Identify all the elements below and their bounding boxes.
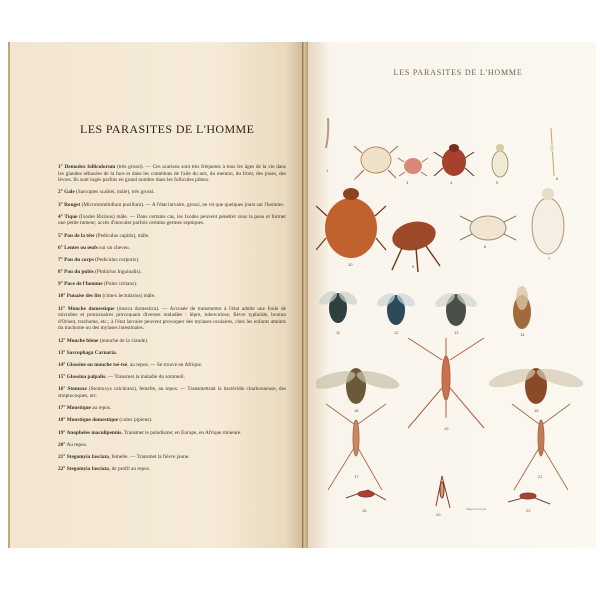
moustique-illustration: [408, 338, 484, 428]
parasite-entry-text: (Pediculus capitis), mâle.: [94, 232, 150, 239]
tique-illustration: [434, 144, 474, 176]
parasite-entry: [58, 338, 286, 345]
svg-text:3: 3: [406, 180, 409, 185]
parasite-entry-text: au repos.: [90, 405, 112, 412]
pou-tete-illustration: [492, 144, 508, 177]
svg-text:17: 17: [354, 474, 359, 479]
svg-text:21: 21: [538, 474, 543, 479]
mouche-bleue-illustration: [375, 291, 417, 325]
parasite-entry-name: 10° Punaise des lits: [58, 293, 102, 300]
parasite-entry-text: Au repos.: [65, 441, 88, 448]
parasite-entry: [58, 189, 286, 196]
parasite-entry-text: (Microtrombidium pusillum). — A l'état larvaire, grossi, ne vit que quelques jours sur l'homme.: [80, 201, 285, 208]
parasite-entry-text: (musca domestica). — Accusée de transmettre à l'état adulte une foule de microbes et protozoaires provoquant diverses maladies : lèpre, tuberculose, fièvre typhoïde, bouton d'Orient, trachome, etc.; à l'état larvaire peuvent provoquer des myiases oculaires, chez les enfants atteints du trachome ou des myiases intestinales.: [58, 305, 286, 332]
parasite-entry-name: 11° Mouche domestique: [58, 305, 115, 312]
svg-text:18: 18: [362, 508, 367, 513]
pou-corps-illustration: [532, 188, 564, 254]
svg-text:14: 14: [520, 332, 525, 337]
svg-text:5: 5: [496, 180, 499, 185]
right-page: [308, 42, 596, 548]
glossina-palpalis-illustration: [316, 368, 401, 404]
parasite-entry-name: 17° Moustique: [58, 405, 91, 412]
puce-illustration: [390, 218, 440, 272]
parasite-entry-text: (Pediculus corporis).: [93, 256, 140, 263]
parasite-entry: [58, 417, 286, 424]
svg-text:2: 2: [354, 176, 357, 181]
svg-text:8: 8: [484, 244, 487, 249]
parasite-entry-name: 22° Stegomyia fasciata: [58, 466, 109, 473]
svg-text:20: 20: [436, 512, 441, 517]
svg-text:15: 15: [534, 408, 539, 413]
parasite-entry-text: , femelle. — Transmet la fièvre jaune.: [108, 453, 190, 460]
parasite-entry-name: 8° Pou du pubis: [58, 269, 94, 276]
parasite-entry-name: 6° Lentes ou œufs: [58, 244, 98, 251]
parasite-entry-text: (mouche de la viande).: [98, 337, 149, 344]
parasite-entry-name: 19° Anopheles maculipennis.: [58, 429, 123, 436]
parasite-entry-text: (Pulex irritans).: [102, 281, 138, 288]
svg-text:16: 16: [354, 408, 359, 413]
parasite-entry: [58, 269, 286, 276]
parasite-entry-name: 21° Stegomyia fasciata: [58, 453, 109, 460]
pou-pubis-illustration: [460, 216, 516, 240]
svg-text:9: 9: [412, 264, 415, 269]
parasite-entry-name: 15° Glossina palpalis.: [58, 374, 107, 381]
parasite-entry: [58, 202, 286, 209]
parasite-entry-name: 2° Gale: [58, 189, 75, 196]
svg-text:4: 4: [450, 180, 453, 185]
parasite-entry-name: 14° Glossine ou mouche tsé-tsé: [58, 362, 128, 368]
parasite-entry-text: , au repos. — Se trouve en Afrique.: [127, 362, 203, 368]
left-page: [8, 42, 304, 548]
parasite-entry-name: 5° Pou de la tête: [58, 232, 95, 239]
parasite-entry: [58, 405, 286, 412]
glossine-illustration: [513, 286, 531, 329]
parasite-entry-text: (culex pipiens).: [118, 417, 153, 424]
parasite-entry-text: , de profil au repos.: [108, 466, 151, 473]
parasite-entry: [58, 454, 286, 461]
stomoxe-illustration: [487, 365, 585, 404]
demodex-illustration: [326, 118, 328, 148]
parasite-entry-text: (Stomoxys calcitrans), femelle, au repos. — Transmettrait la bactéridie charbonneuse, des streptocoques, etc.: [58, 386, 286, 399]
parasite-entry-name: 16° Stomoxe: [58, 386, 87, 393]
parasite-illustration-plate: [316, 98, 588, 518]
svg-text:1: 1: [326, 168, 329, 173]
parasite-entry-name: 1° Demodex folliculorum: [58, 164, 116, 170]
parasite-entry: [58, 233, 286, 240]
parasite-entry-text: (Sarcoptes scabiei, mâle), très grossi.: [74, 189, 155, 196]
parasite-entry: [58, 374, 286, 381]
parasite-entry: [58, 466, 286, 473]
open-book: [8, 42, 596, 548]
parasite-entry: [58, 245, 286, 252]
svg-text:6: 6: [556, 176, 559, 181]
parasite-entry-text: — Transmet la maladie du sommeil.: [106, 374, 185, 381]
parasite-entry-text: (Ixodes Ricinus) mâle. — Dans certains cas, les Ixodes peuvent pénétrer sous la peau et former une petite tumeur; accès d'inoculer parfois certains germes septiques.: [58, 213, 286, 227]
svg-text:19: 19: [444, 426, 449, 431]
parasite-entry: [58, 442, 286, 449]
parasite-entry-name: 12° Mouche bleue: [58, 337, 99, 344]
parasite-entry: [58, 281, 286, 288]
parasite-entry: [58, 362, 286, 369]
sarcoptes-illustration: [354, 146, 398, 178]
parasite-entry: [58, 350, 286, 357]
parasite-entry-name: 9° Puce de l'homme: [58, 281, 103, 288]
parasite-entry: [58, 257, 286, 264]
svg-text:13: 13: [454, 330, 459, 335]
punaise-illustration: [316, 188, 386, 258]
parasite-entry: [58, 386, 286, 399]
svg-text:7: 7: [548, 256, 551, 261]
rouget-illustration: [398, 158, 428, 176]
parasite-entry-name: 7° Pou du corps: [58, 256, 94, 263]
parasite-entry-text: (très grossi). — Ces acariens sont très fréquents à tous les âges de la vie dans les glandes sébacées de la face et dans les comédons de l'aile du nez, du menton, du front, des joues, des lèvres. Ils sont logés parfois en grand nombre dans les follicules pileux.: [58, 164, 286, 184]
parasite-entry-name: 20°: [58, 441, 66, 448]
parasite-entry-text: Transmet le paludisme; en Europe, en Afrique mineure.: [122, 429, 242, 436]
svg-text:12: 12: [394, 330, 399, 335]
parasite-entry: [58, 214, 286, 227]
parasite-entry-name: 4° Tique: [58, 213, 78, 220]
parasite-entry-name: 3° Rouget: [58, 201, 81, 208]
parasite-entry-name: 13° Sarcophaga Carnaria.: [58, 349, 117, 356]
svg-text:22: 22: [526, 508, 531, 513]
parasite-list: [58, 164, 286, 478]
sarcophaga-illustration: [433, 290, 479, 326]
parasite-entry-text: (Phthirius Inguinalis).: [93, 269, 142, 276]
lentes-illustration: [550, 128, 554, 176]
parasite-entry: [58, 164, 286, 184]
parasite-entry: [58, 306, 286, 332]
svg-text:11: 11: [336, 330, 341, 335]
parasite-entry: [58, 293, 286, 300]
parasite-entry-name: 18° Moustique domestique: [58, 417, 119, 424]
page-title-left: LES PARASITES DE L'HOMME: [80, 122, 255, 136]
artist-signature: Migeot à Lyon: [466, 507, 487, 511]
parasite-entry-text: (cimex lectularius) mâle.: [101, 293, 156, 300]
mouche-domestique-illustration: [317, 289, 359, 323]
svg-text:10: 10: [348, 262, 353, 267]
page-title-right: LES PARASITES DE L'HOMME: [393, 68, 523, 77]
parasite-entry: [58, 430, 286, 437]
parasite-entry-text: sur un cheveu.: [97, 244, 131, 251]
